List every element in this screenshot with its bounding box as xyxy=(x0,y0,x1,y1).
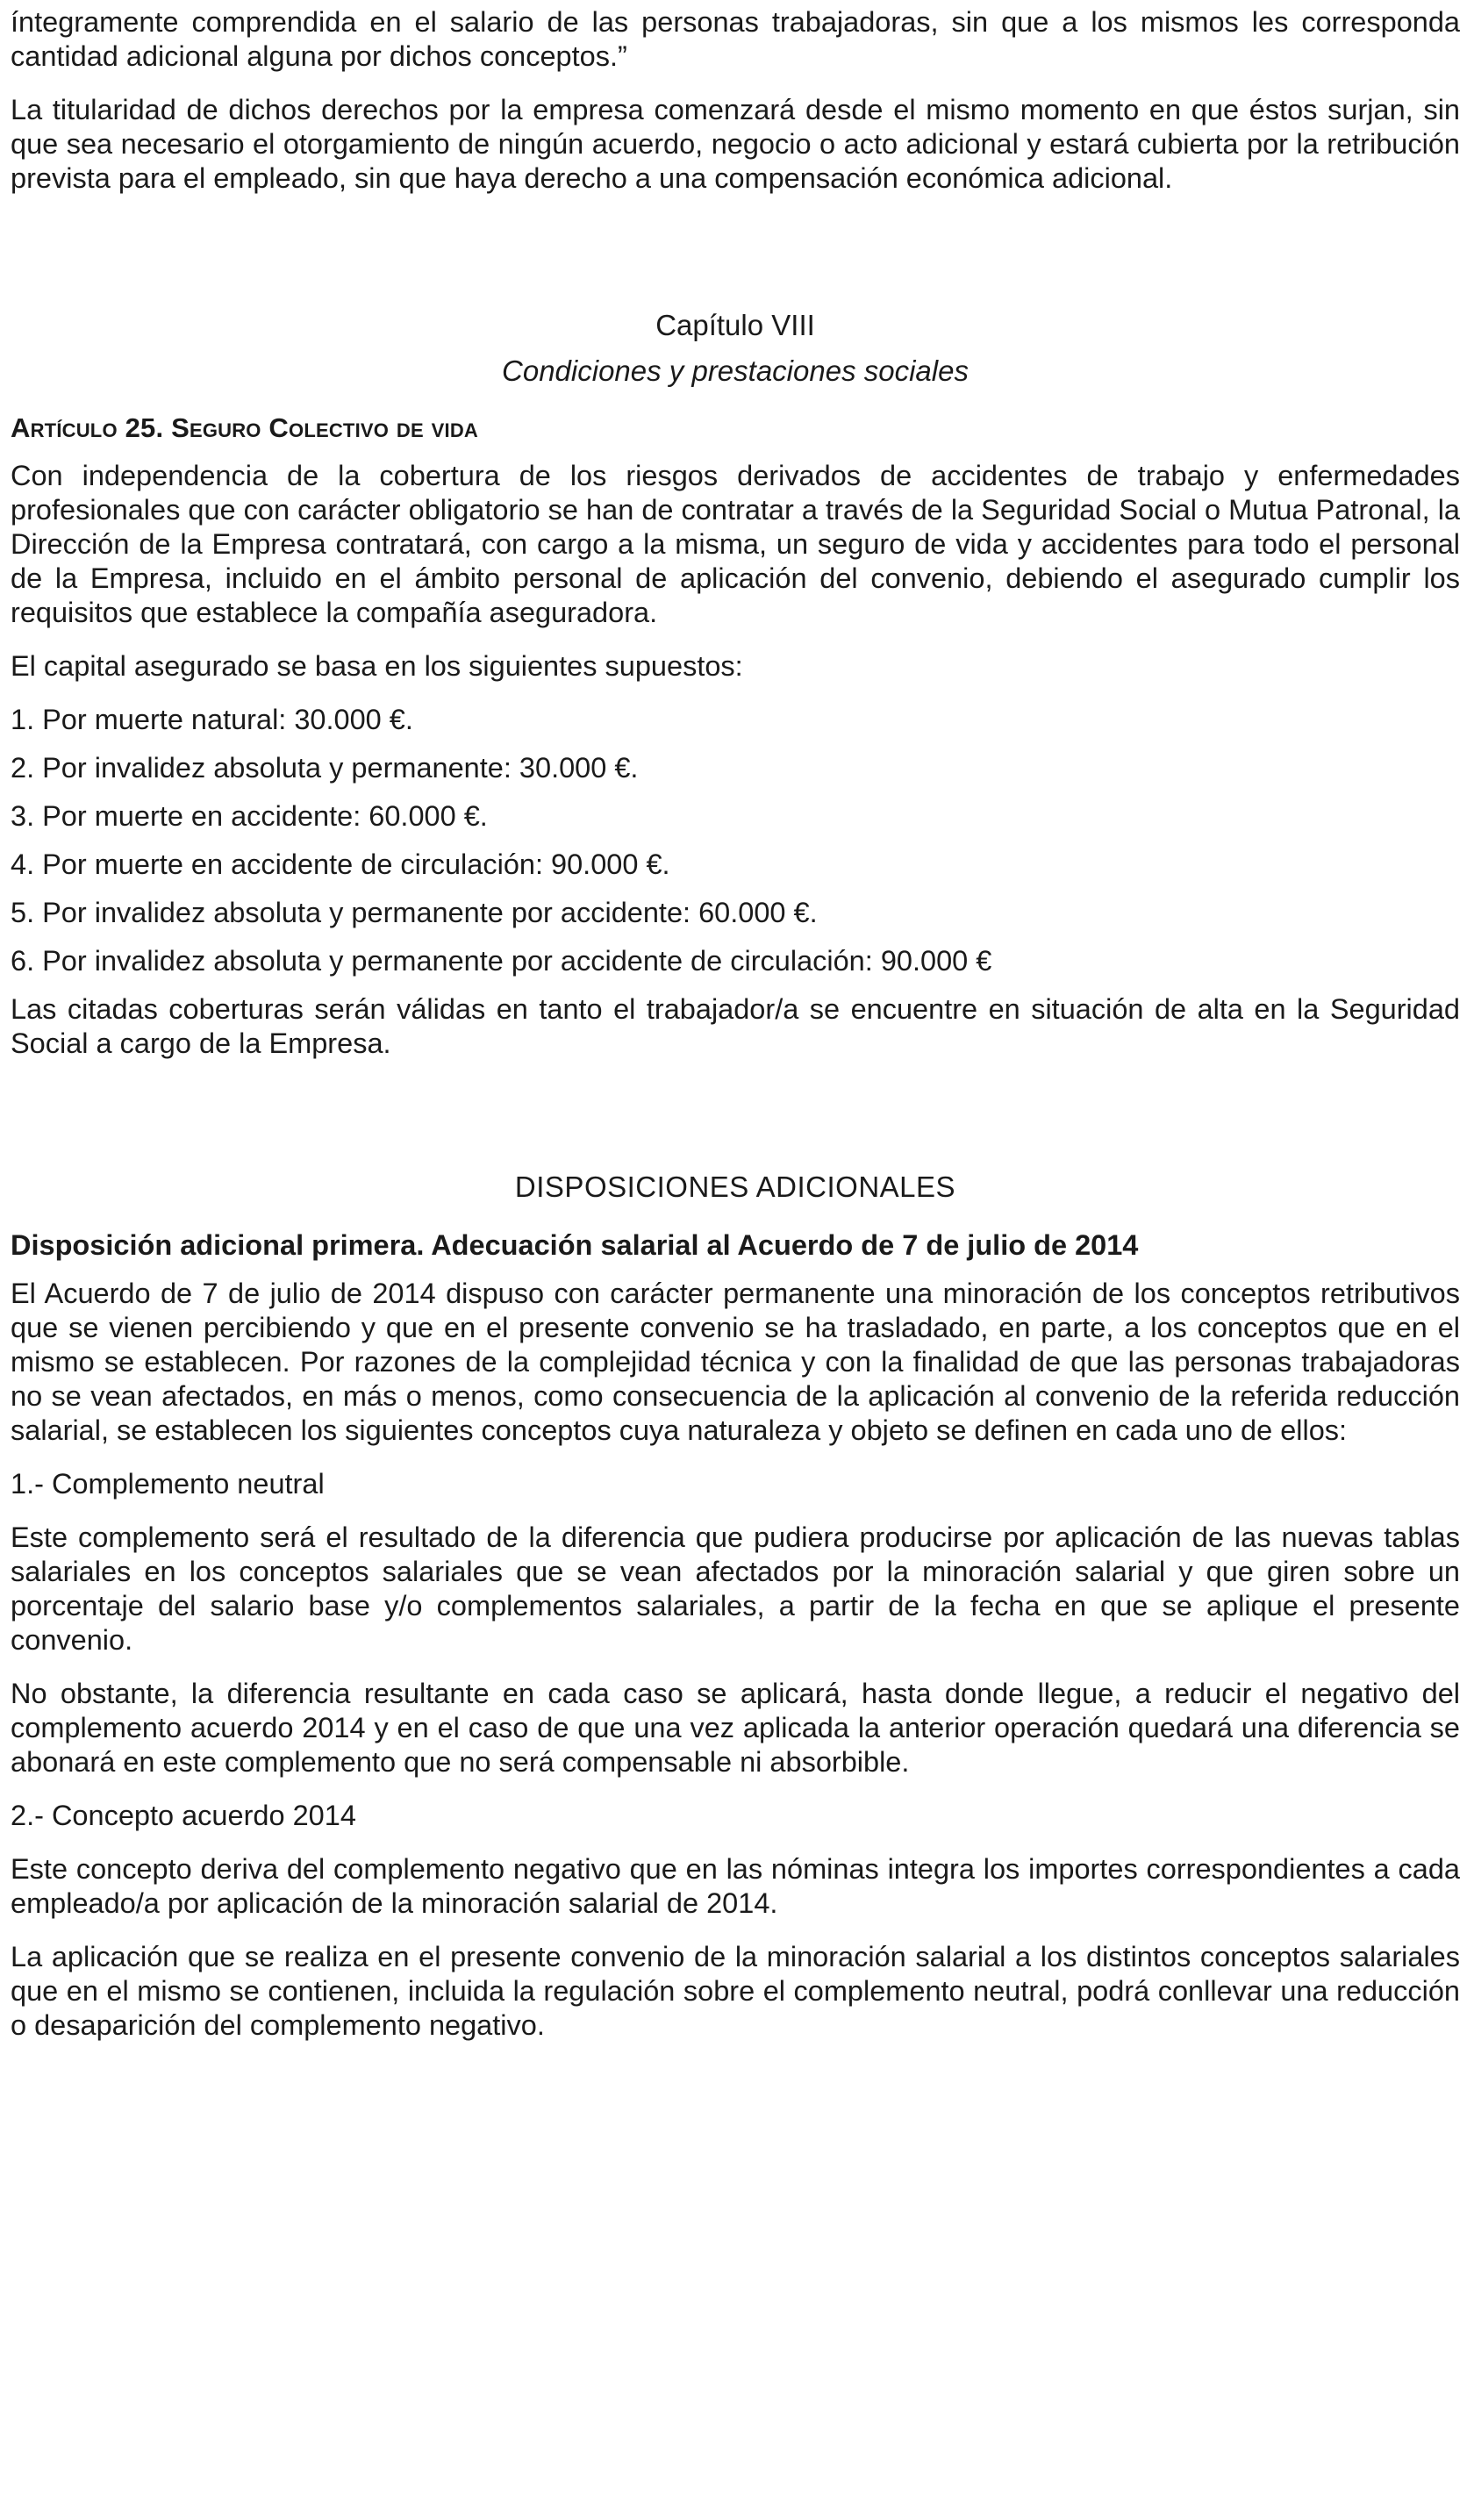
article-25-heading: Artículo 25. Seguro Colectivo de vida xyxy=(11,412,479,443)
section-title-disposiciones: DISPOSICIONES ADICIONALES xyxy=(514,1171,956,1203)
complemento-neutral-paragraph-2: No obstante, la diferencia resultante en cada caso se aplicará, hasta donde llegue, a reducir el negativo del complemento acuerdo 2014 y en el caso de que una vez aplicada la anterior operación quedará una diferencia se abonará en este complemento que no será compensable ni absorbible. xyxy=(11,1678,1460,1778)
list-item: 1. Por muerte natural: 30.000 €. xyxy=(11,704,413,735)
concepto-acuerdo-paragraph-2: La aplicación que se realiza en el presente convenio de la minoración salarial a los distintos conceptos salariales que en el mismo se contienen, incluida la regulación sobre el complemento neutral, podrá conllevar una reducción o desaparición del complemento negativo. xyxy=(11,1941,1460,2041)
list-item: 4. Por muerte en accidente de circulación: 90.000 €. xyxy=(11,848,670,880)
disposicion-primera-paragraph: El Acuerdo de 7 de julio de 2014 dispuso con carácter permanente una minoración de los conceptos retributivos que se vienen percibiendo y que en el presente convenio se ha trasladado, en parte, a los conceptos que en el mismo se establecen. Por razones de la complejidad técnica y con la finalidad de que las personas trabajadoras no se vean afectados, en más o menos, como consecuencia de la aplicación al convenio de la referida reducción salarial, se establecen los siguientes conceptos cuya naturaleza y objeto se definen en cada uno de ellos: xyxy=(11,1278,1460,1446)
insured-capital-list xyxy=(11,703,1460,978)
list-item: 2. Por invalidez absoluta y permanente: 30.000 €. xyxy=(11,752,639,784)
chapter-subtitle: Condiciones y prestaciones sociales xyxy=(502,354,969,387)
subsection-concepto-acuerdo-title: 2.- Concepto acuerdo 2014 xyxy=(11,1800,356,1831)
subsection-complemento-neutral-title: 1.- Complemento neutral xyxy=(11,1468,325,1500)
chapter-title: Capítulo VIII xyxy=(655,309,815,341)
list-item: 6. Por invalidez absoluta y permanente por accidente de circulación: 90.000 € xyxy=(11,945,992,977)
complemento-neutral-paragraph-1: Este complemento será el resultado de la diferencia que pudiera producirse por aplicación de las nuevas tablas salariales en los conceptos salariales que se vean afectados por la minoración salarial y que giren sobre un porcentaje del salario base y/o complementos salariales, a partir de la fecha en que se aplique el presente convenio. xyxy=(11,1521,1460,1656)
article-25-paragraph-3: Las citadas coberturas serán válidas en tanto el trabajador/a se encuentre en situación de alta en la Seguridad Social a cargo de la Empresa. xyxy=(11,993,1460,1059)
article-25-paragraph-1: Con independencia de la cobertura de los riesgos derivados de accidentes de trabajo y enfermedades profesionales que con carácter obligatorio se han de contratar a través de la Seguridad Social o Mutua Patronal, la Dirección de la Empresa contratará, con cargo a la misma, un seguro de vida y accidentes para todo el personal de la Empresa, incluido en el ámbito personal de aplicación del convenio, debiendo el asegurado cumplir los requisitos que establece la compañía aseguradora. xyxy=(11,460,1460,628)
paragraph-titularidad: La titularidad de dichos derechos por la empresa comenzará desde el mismo momento en que éstos surjan, sin que sea necesario el otorgamiento de ningún acuerdo, negocio o acto adicional y estará cubierta por la retribución prevista para el empleado, sin que haya derecho a una compensación económica adicional. xyxy=(11,94,1460,194)
list-item: 5. Por invalidez absoluta y permanente por accidente: 60.000 €. xyxy=(11,897,818,928)
paragraph-continuation: íntegramente comprendida en el salario de las personas trabajadoras, sin que a los mismos les corresponda cantidad adicional alguna por dichos conceptos.” xyxy=(11,6,1460,72)
concepto-acuerdo-paragraph-1: Este concepto deriva del complemento negativo que en las nóminas integra los importes correspondientes a cada empleado/a por aplicación de la minoración salarial de 2014. xyxy=(11,1853,1460,1919)
list-item: 3. Por muerte en accidente: 60.000 €. xyxy=(11,800,488,832)
disposicion-primera-heading: Disposición adicional primera. Adecuación salarial al Acuerdo de 7 de julio de 2014 xyxy=(11,1229,1139,1261)
article-25-paragraph-2: El capital asegurado se basa en los siguientes supuestos: xyxy=(11,650,743,682)
